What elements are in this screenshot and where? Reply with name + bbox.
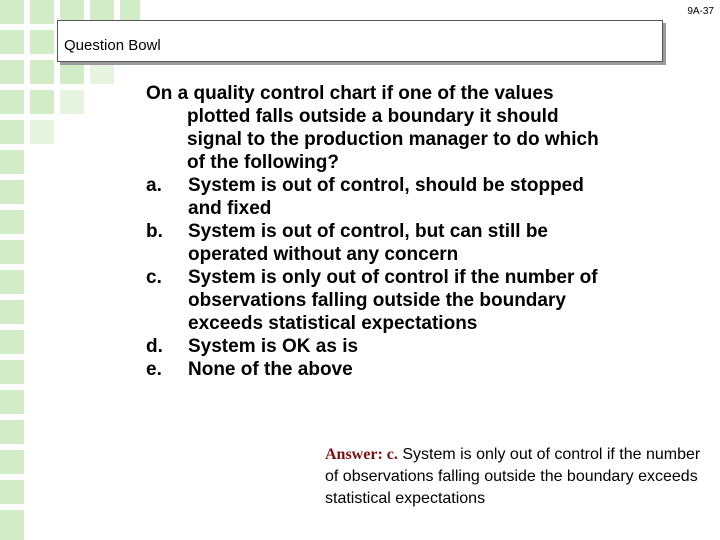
option-text: System is only out of control if the number of observations falling outside the boundary exceeds statistical expectations bbox=[188, 267, 598, 334]
answer-options bbox=[146, 174, 616, 381]
option-text: System is out of control, should be stopped and fixed bbox=[188, 175, 584, 219]
option-text: System is OK as is bbox=[188, 336, 359, 357]
option-letter: a. bbox=[146, 175, 162, 196]
slide-title: Question Bowl bbox=[64, 37, 161, 54]
option-b bbox=[146, 220, 616, 266]
question-stem: On a quality control chart if one of the values plotted falls outside a boundary it should signal to the production manager to do which of the following? bbox=[146, 83, 599, 173]
slide-number: 9A-37 bbox=[687, 6, 714, 17]
answer-label: Answer: c. bbox=[325, 446, 398, 463]
option-c bbox=[146, 266, 616, 335]
option-letter: d. bbox=[146, 336, 163, 357]
option-letter: c. bbox=[146, 267, 162, 288]
question-block bbox=[146, 82, 616, 381]
decorative-grid bbox=[0, 0, 140, 540]
title-box bbox=[57, 20, 663, 62]
option-text: System is out of control, but can still be operated without any concern bbox=[188, 221, 548, 265]
option-d bbox=[146, 335, 616, 358]
option-letter: b. bbox=[146, 221, 163, 242]
option-e bbox=[146, 358, 616, 381]
answer-block bbox=[325, 444, 705, 510]
option-letter: e. bbox=[146, 359, 162, 380]
option-a bbox=[146, 174, 616, 220]
answer-text: System is only out of control if the number of observations falling outside the boundary exceeds statistical expectations bbox=[325, 446, 701, 507]
option-text: None of the above bbox=[188, 359, 353, 380]
